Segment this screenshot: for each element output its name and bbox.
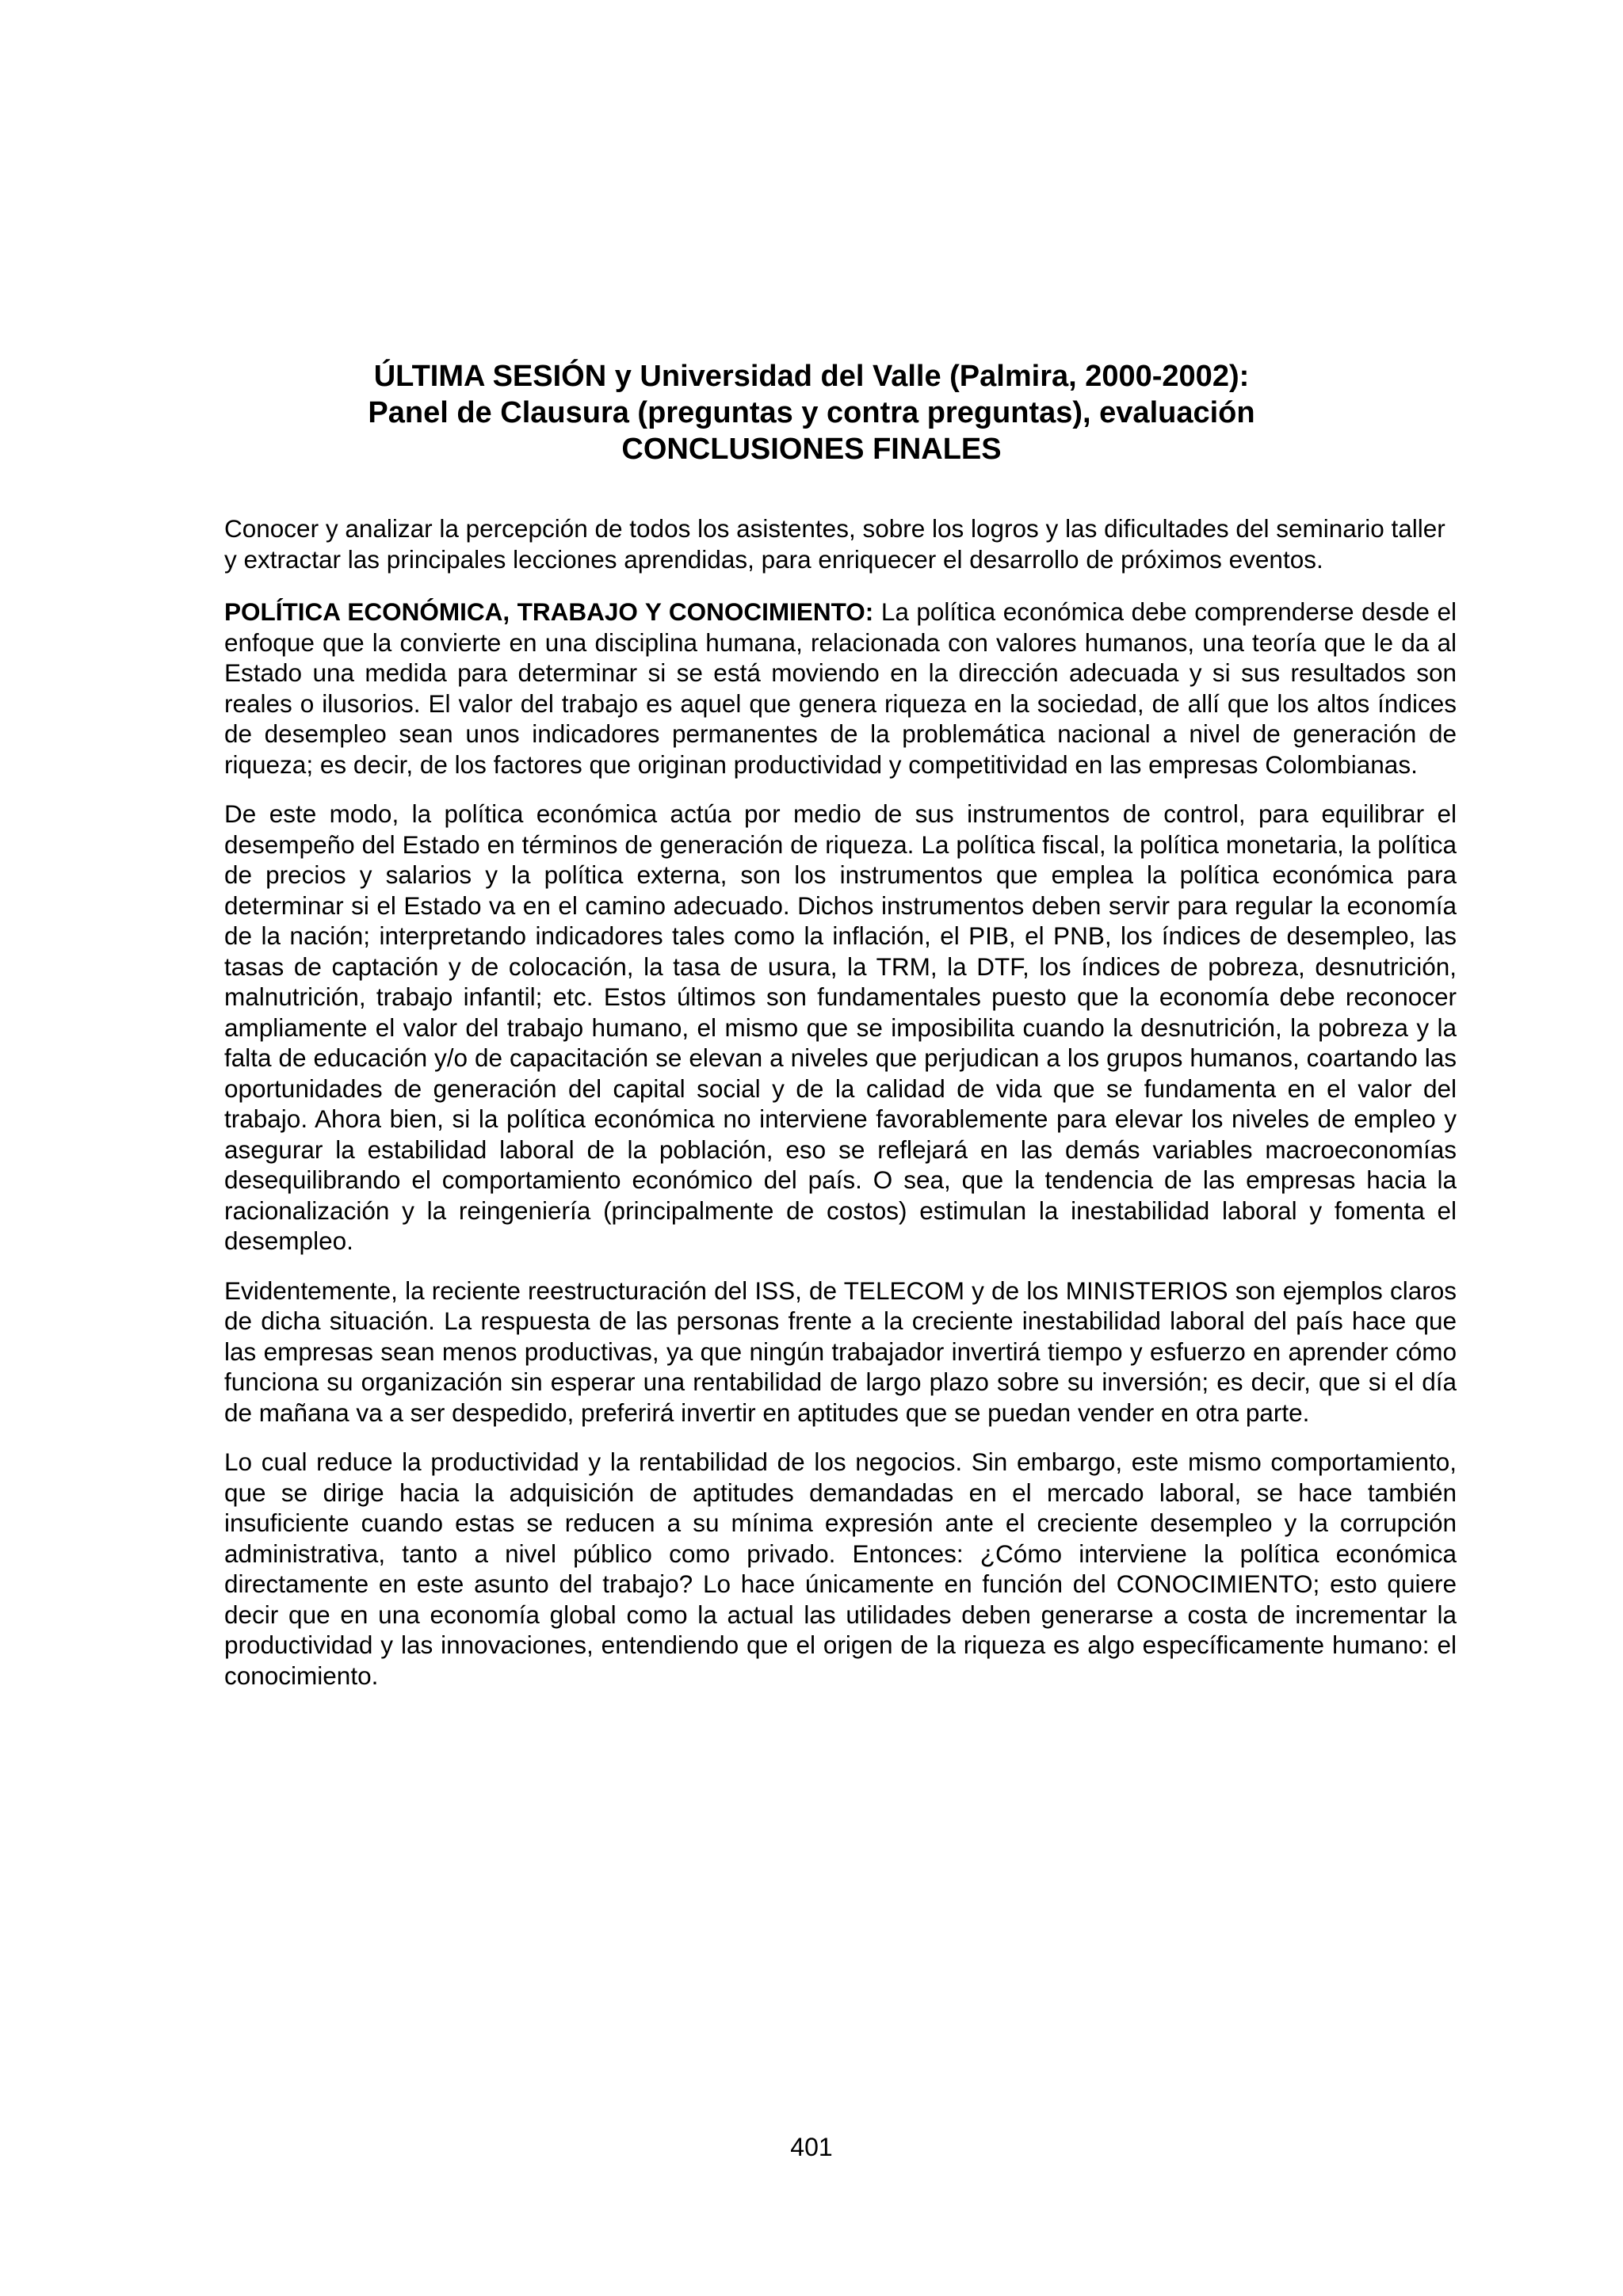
title-line-3: CONCLUSIONES FINALES: [621, 433, 1002, 466]
title-line-2: Panel de Clausura (preguntas y contra preguntas), evaluación: [368, 396, 1255, 429]
title-line-1: ÚLTIMA SESIÓN y Universidad del Valle (Palmira, 2000-2002):: [373, 360, 1250, 393]
paragraph-2: De este modo, la política económica actúa por medio de sus instrumentos de control, para equilibrar el desempeño del Estado en términos de generación de riqueza. La política fiscal, la política monetaria, la política de precios y salarios y la política externa, son los instrumentos que emplea la política económica para determinar si el Estado va en el camino adecuado. Dichos instrumentos deben servir para regular la economía de la nación; interpretando indicadores tales como la inflación, el PIB, el PNB, los índices de desempleo, las tasas de captación y de colocación, la tasa de usura, la TRM, la DTF, los índices de pobreza, desnutrición, malnutrición, trabajo infantil; etc. Estos últimos son fundamentales puesto que la economía debe reconocer ampliamente el valor del trabajo humano, el mismo que se imposibilita cuando la desnutrición, la pobreza y la falta de educación y/o de capacitación se elevan a niveles que perjudican a los grupos humanos, coartando las oportunidades de generación del capital social y de la calidad de vida que se fundamenta en el valor del trabajo. Ahora bien, si la política económica no interviene favorablemente para elevar los niveles de empleo y asegurar la estabilidad laboral de la población, eso se reflejará en las demás variables macroeconomías desequilibrando el comportamiento económico del país. O sea, que la tendencia de las empresas hacia la racionalización y la reingeniería (principalmente de costos) estimulan la inestabilidad laboral y fomenta el desempleo.: [224, 799, 1457, 1255]
paragraph-4: Lo cual reduce la productividad y la rentabilidad de los negocios. Sin embargo, este mismo comportamiento, que se dirige hacia la adquisición de aptitudes demandadas en el mercado laboral, se hace también insuficiente cuando estas se reducen a su mínima expresión ante el creciente desempleo y la corrupción administrativa, tanto a nivel público como privado. Entonces: ¿Cómo interviene la política económica directamente en este asunto del trabajo? Lo hace únicamente en función del CONOCIMIENTO; esto quiere decir que en una economía global como la actual las utilidades deben generarse a costa de incrementar la productividad y las innovaciones, entendiendo que el origen de la riqueza es algo específicamente humano: el conocimiento.: [224, 1447, 1457, 1690]
page-number: 401: [790, 2133, 833, 2161]
paragraph-1-text: La política económica debe comprenderse desde el enfoque que la convierte en una disciplina humana, relacionada con valores humanos, una teoría que le da al Estado una medida para determinar si se está moviendo en la dirección adecuada y si sus resultados son reales o ilusorios. El valor del trabajo es aquel que genera riqueza en la sociedad, de allí que los altos índices de desempleo sean unos indicadores permanentes de la problemática nacional a nivel de generación de riqueza; es decir, de los factores que originan productividad y competitividad en las empresas Colombianas.: [224, 597, 1457, 779]
section-heading: POLÍTICA ECONÓMICA, TRABAJO Y CONOCIMIENTO:: [224, 597, 874, 626]
intro-paragraph: Conocer y analizar la percepción de todos los asistentes, sobre los logros y las dificultades del seminario taller y extractar las principales lecciones aprendidas, para enriquecer el desarrollo de próximos eventos.: [224, 514, 1445, 574]
paragraph-1: [224, 597, 1457, 780]
paragraph-3: Evidentemente, la reciente reestructuración del ISS, de TELECOM y de los MINISTERIOS son ejemplos claros de dicha situación. La respuesta de las personas frente a la creciente inestabilidad laboral del país hace que las empresas sean menos productivas, ya que ningún trabajador invertirá tiempo y esfuerzo en aprender cómo funciona su organización sin esperar una rentabilidad de largo plazo sobre su inversión; es decir, que si el día de mañana va a ser despedido, preferirá invertir en aptitudes que se puedan vender en otra parte.: [224, 1276, 1457, 1427]
page-title: [222, 358, 1401, 467]
body-text: [224, 513, 1457, 1710]
